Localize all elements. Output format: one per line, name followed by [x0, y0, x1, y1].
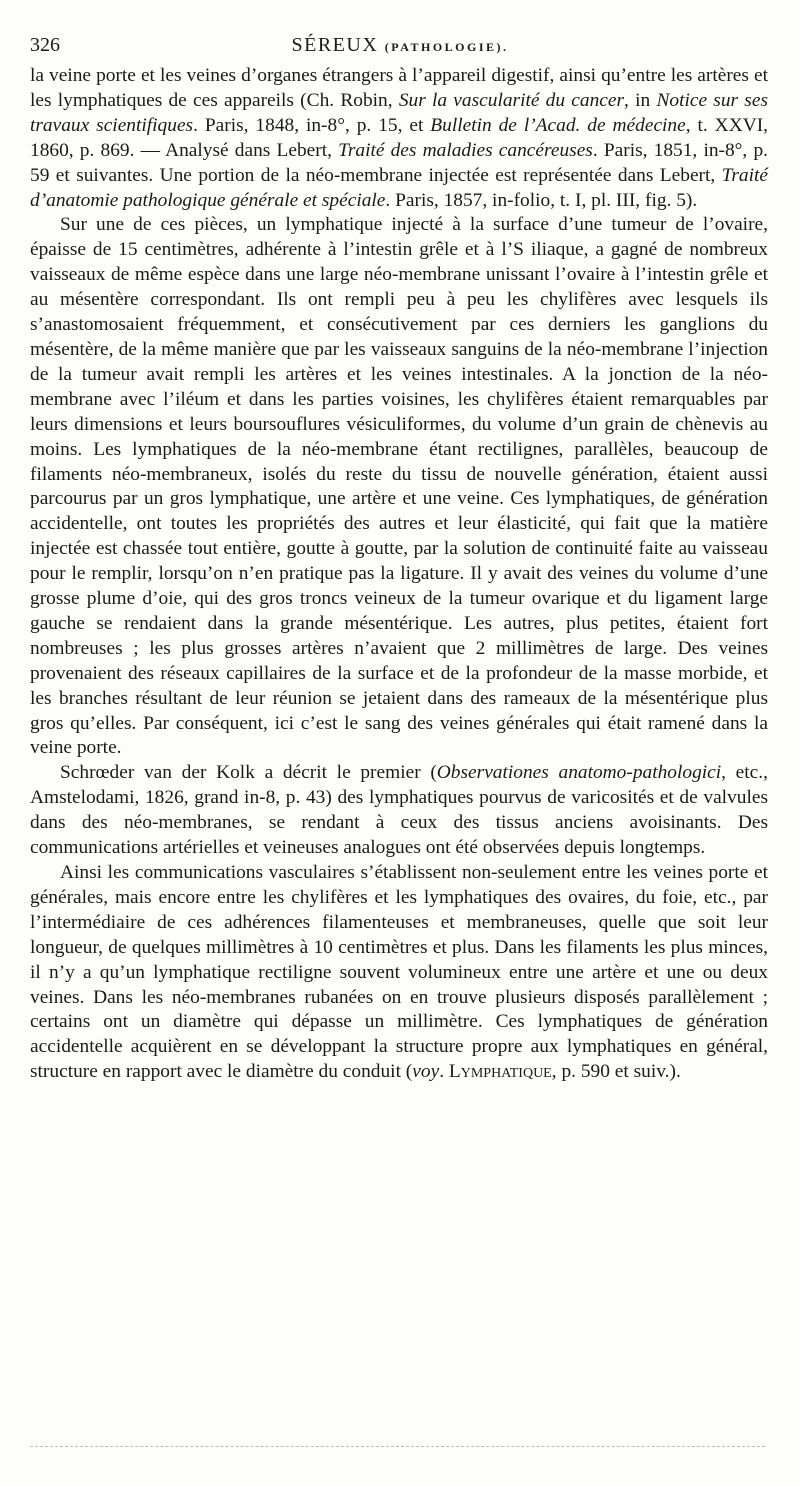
text-run: . Paris, 1848, in-8°, p. 15, et — [193, 114, 431, 136]
text-run: Ainsi les communications vasculaires s’établissent non-seulement entre les veines porte et générales, mais encore entre les chylifères et les lymphatiques des ovaires, du foie, etc., par l’intermédiaire de ces adhérences filamenteuses et membraneuses, quelle que soit leur longueur, de quelques millimètres à 10 centimètres et plus. Dans les filaments les plus minces, il n’y a qu’un lymphatique rectiligne souvent volumineux entre une artère et une ou deux veines. Dans les néo-membranes rubanées on en trouve plusieurs disposés parallèlement ; certains ont un diamètre qui dépasse un millimètre. Ces lymphatiques de génération accidentelle acquièrent en se développant la structure propre aux lymphatiques en général, structure en rapport avec le diamètre du conduit ( — [30, 862, 768, 1083]
paragraph — [30, 64, 768, 213]
italic-citation: Bulletin de l’Acad. de médecine — [430, 114, 686, 136]
footer-rule — [30, 1446, 765, 1447]
text-run: , p. 590 et suiv.). — [551, 1061, 681, 1083]
text-run: , in — [624, 89, 657, 111]
italic-citation: Notice sur ses travaux scientifiques — [30, 89, 768, 136]
paragraph — [30, 213, 768, 761]
body-text — [30, 64, 768, 1085]
text-run: . Paris, 1857, in-folio, t. I, pl. III, fig. 5). — [385, 189, 698, 211]
paragraph — [30, 861, 768, 1085]
italic-citation: voy — [412, 1061, 440, 1083]
paragraph — [30, 761, 768, 861]
cross-reference: Lymphatique — [448, 1061, 552, 1083]
text-run: la veine porte et les veines d’organes étrangers à l’appareil digestif, ainsi qu’entre les artères et les lymphatiques de ces appareils (Ch. Robin, — [30, 65, 768, 111]
page-header — [30, 30, 770, 60]
running-head-title: SÉREUX — [291, 34, 379, 56]
running-head — [30, 34, 770, 57]
italic-citation: Observationes anatomo-pathologici — [436, 762, 722, 784]
running-head-subtitle: (PATHOLOGIE). — [384, 40, 509, 54]
page-number: 326 — [30, 34, 60, 56]
italic-citation: Sur la vascularité du cancer — [398, 89, 625, 111]
text-run: , t. XXVI, 1860, p. 869. — Analysé dans Lebert, — [30, 114, 768, 161]
text-run: . — [439, 1061, 449, 1083]
italic-citation: Traité des maladies cancéreuses — [338, 139, 593, 161]
text-run: Sur une de ces pièces, un lymphatique injecté à la surface d’une tumeur de l’ovaire, épaisse de 15 centimètres, adhérente à l’intestin grêle et à l’S iliaque, a gagné de nombreux vaisseaux de même espèce dans une large néo-membrane unissant l’ovaire à l’intestin grêle et au mésentère correspondant. Ils ont rempli peu à peu les chylifères avec lesquels ils s’anastomosaient fréquemment, et consécutivement par ces derniers les ganglions du mésentère, de la même manière que par les vaisseaux sanguins de la néo-membrane l’injection de la tumeur avait rempli les artères et les veines intestinales. A la jonction de la néo-membrane avec l’iléum et dans les parties voisines, les chylifères étaient remarquables par leurs dimensions et leurs boursouflures vésiculiformes, du volume d’un grain de chènevis au moins. Les lymphatiques de la néo-membrane étant rectilignes, parallèles, beaucoup de filaments néo-membraneux, isolés du reste du tissu de nouvelle génération, étaient aussi parcourus par un gros lymphatique, une artère et une veine. Ces lymphatiques, de génération accidentelle, ont toutes les propriétés des autres et leur élasticité, qui fait que la matière injectée est chassée tout entière, goutte à goutte, par la solution de continuité faite au vaisseau pour le remplir, lorsqu’on n’en pratique pas la ligature. Il y avait des veines du volume d’une grosse plume d’oie, qui des gros troncs veineux de la tumeur ovarique et du ligament large gauche se rendaient dans la grande mésentérique. Les autres, plus petites, étaient fort nombreuses ; les plus grosses artères n’avaient que 2 millimètres de large. Des veines provenaient des réseaux capillaires de la surface et de la profondeur de la masse morbide, et les branches résultant de leur réunion se jetaient dans des rameaux de la mésentérique plus gros qu’elles. Par conséquent, ici c’est le sang des veines générales qui était ramené dans la veine porte. — [30, 214, 768, 759]
text-run: . Paris, 1851, in-8°, p. 59 et suivantes. Une portion de la néo-membrane injectée est représentée dans Lebert, — [30, 139, 768, 186]
text-run: , etc., Amstelodami, 1826, grand in-8, p. 43) des lymphatiques pourvus de varicosités et de valvules dans des néo-membranes, se rendant à ceux des tissus anciens avoisinants. Des communications artérielles et veineuses analogues ont été observées depuis longtemps. — [30, 762, 768, 859]
text-run: Schrœder van der Kolk a décrit le premier ( — [60, 762, 437, 784]
italic-citation: Traité d’anatomie pathologique générale et spéciale — [30, 164, 768, 211]
